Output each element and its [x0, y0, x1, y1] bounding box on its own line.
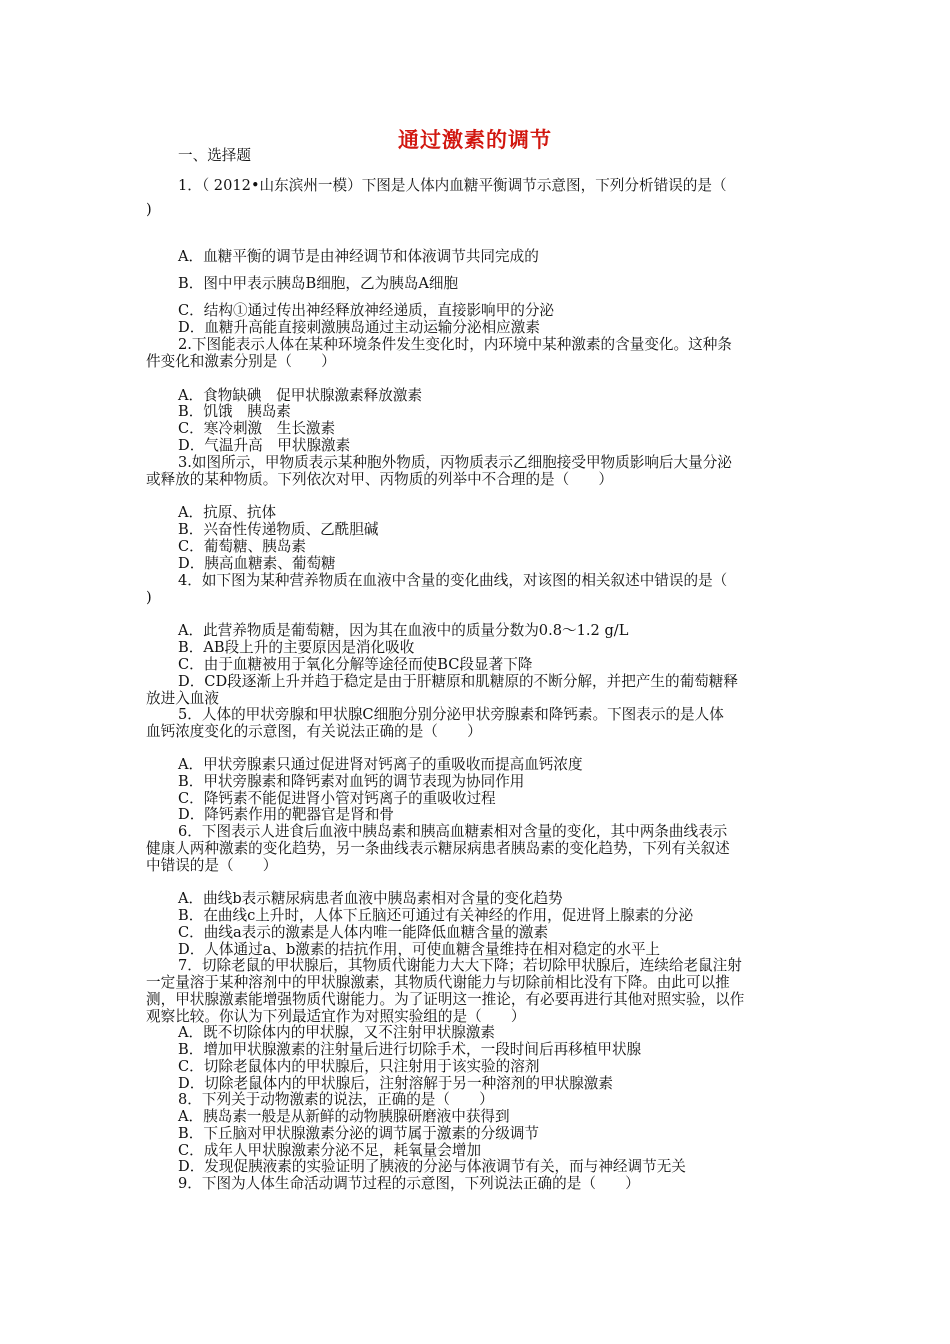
question-5-stem-line-2: 血钙浓度变化的示意图，有关说法正确的是（ ） — [146, 723, 482, 740]
question-7-option-c: C．切除老鼠体内的甲状腺后，只注射用于该实验的溶剂 — [178, 1058, 540, 1075]
question-4-option-c: C．由于血糖被用于氧化分解等途径而使BC段显著下降 — [178, 656, 533, 673]
question-2-option-b: B．饥饿 胰岛素 — [178, 403, 291, 420]
question-7-stem-line-4: 观察比较。你认为下列最适宜作为对照实验组的是（ ） — [146, 1008, 526, 1025]
question-7-stem-line-2: 一定量溶于某种溶剂中的甲状腺激素，其物质代谢能力与切除前相比没有下降。由此可以推 — [146, 974, 730, 991]
question-2-stem-line-1: 2.下图能表示人体在某种环境条件发生变化时，内环境中某种激素的含量变化。这种条 — [178, 336, 732, 353]
question-3-option-d: D．胰高血糖素、葡萄糖 — [178, 555, 336, 572]
question-8-option-d: D．发现促胰液素的实验证明了胰液的分泌与体液调节有关，而与神经调节无关 — [178, 1158, 686, 1175]
question-5-option-c: C．降钙素不能促进肾小管对钙离子的重吸收过程 — [178, 790, 496, 807]
question-5-stem-line-1: 5．人体的甲状旁腺和甲状腺C细胞分别分泌甲状旁腺素和降钙素。下图表示的是人体 — [178, 706, 724, 723]
page-title: 通过激素的调节 — [398, 128, 552, 152]
question-8-option-b: B．下丘脑对甲状腺激素分泌的调节属于激素的分级调节 — [178, 1125, 539, 1142]
question-2-option-c: C．寒冷刺激 生长激素 — [178, 420, 336, 437]
question-7-stem-line-3: 测，甲状腺激素能增强物质代谢能力。为了证明这一推论，有必要再进行其他对照实验，以作 — [146, 991, 745, 1008]
question-4-stem-line-1: 4．如下图为某种营养物质在血液中含量的变化曲线，对该图的相关叙述中错误的是（ — [178, 572, 728, 589]
question-7-option-a: A．既不切除体内的甲状腺，又不注射甲状腺激素 — [178, 1024, 496, 1041]
question-6-stem-line-2: 健康人两种激素的变化趋势，另一条曲线表示糖尿病患者胰岛素的变化趋势，下列有关叙述 — [146, 840, 730, 857]
section-heading: 一、选择题 — [178, 147, 251, 164]
question-1-stem-line-1: 1．（ 2012•山东滨州一模）下图是人体内血糖平衡调节示意图，下列分析错误的是（ — [178, 177, 727, 194]
question-4-option-d: D．CD段逐渐上升并趋于稳定是由于肝糖原和肌糖原的不断分解，并把产生的葡萄糖释 — [178, 673, 738, 690]
question-5-option-b: B．甲状旁腺素和降钙素对血钙的调节表现为协同作用 — [178, 773, 525, 790]
question-1-option-a: A．血糖平衡的调节是由神经调节和体液调节共同完成的 — [178, 248, 539, 265]
question-3-option-b: B．兴奋性传递物质、乙酰胆碱 — [178, 521, 379, 538]
question-7-option-d: D．切除老鼠体内的甲状腺后，注射溶解于另一种溶剂的甲状腺激素 — [178, 1075, 613, 1092]
question-6-stem-line-3: 中错误的是（ ） — [146, 857, 278, 874]
question-3-option-c: C．葡萄糖、胰岛素 — [178, 538, 306, 555]
question-5-option-a: A．甲状旁腺素只通过促进肾对钙离子的重吸收而提高血钙浓度 — [178, 756, 583, 773]
question-3-stem-line-1: 3.如图所示，甲物质表示某种胞外物质，丙物质表示乙细胞接受甲物质影响后大量分泌 — [178, 454, 732, 471]
question-6-stem-line-1: 6．下图表示人进食后血液中胰岛素和胰高血糖素相对含量的变化，其中两条曲线表示 — [178, 823, 728, 840]
question-3-stem-line-2: 或释放的某种物质。下列依次对甲、丙物质的列举中不合理的是（ ） — [146, 471, 614, 488]
question-7-option-b: B．增加甲状腺激素的注射量后进行切除手术，一段时间后再移植甲状腺 — [178, 1041, 642, 1058]
question-6-option-c: C．曲线a表示的激素是人体内唯一能降低血糖含量的激素 — [178, 924, 549, 941]
question-9-stem: 9．下图为人体生命活动调节过程的示意图，下列说法正确的是（ ） — [178, 1175, 640, 1192]
question-8-option-c: C．成年人甲状腺激素分泌不足，耗氧量会增加 — [178, 1142, 482, 1159]
question-1-stem-line-2: ) — [146, 201, 152, 218]
question-4-option-a: A．此营养物质是葡萄糖，因为其在血液中的质量分数为0.8～1.2 g/L — [178, 622, 629, 639]
question-2-option-d: D．气温升高 甲状腺激素 — [178, 437, 351, 454]
question-6-option-a: A．曲线b表示糖尿病患者血液中胰岛素相对含量的变化趋势 — [178, 890, 563, 907]
question-2-stem-line-2: 件变化和激素分别是（ ） — [146, 353, 336, 370]
question-3-option-a: A．抗原、抗体 — [178, 504, 277, 521]
question-8-option-a: A．胰岛素一般是从新鲜的动物胰腺研磨液中获得到 — [178, 1108, 510, 1125]
question-2-option-a: A．食物缺碘 促甲状腺激素释放激素 — [178, 387, 423, 404]
question-4-option-b: B．AB段上升的主要原因是消化吸收 — [178, 639, 415, 656]
question-1-option-b: B．图中甲表示胰岛B细胞，乙为胰岛A细胞 — [178, 275, 459, 292]
question-4-stem-line-2: ) — [146, 589, 152, 606]
question-6-option-b: B．在曲线c上升时，人体下丘脑还可通过有关神经的作用，促进肾上腺素的分泌 — [178, 907, 694, 924]
question-4-option-d-continued: 放进入血液 — [146, 690, 219, 707]
question-1-option-d: D．血糖升高能直接刺激胰岛通过主动运输分泌相应激素 — [178, 319, 540, 336]
question-5-option-d: D．降钙素作用的靶器官是肾和骨 — [178, 806, 395, 823]
question-1-option-c: C．结构①通过传出神经释放神经递质，直接影响甲的分泌 — [178, 302, 555, 319]
question-8-stem: 8．下列关于动物激素的说法，正确的是（ ） — [178, 1091, 494, 1108]
question-7-stem-line-1: 7．切除老鼠的甲状腺后，其物质代谢能力大大下降；若切除甲状腺后，连续给老鼠注射 — [178, 957, 742, 974]
question-6-option-d: D．人体通过a、b激素的拮抗作用，可使血糖含量维持在相对稳定的水平上 — [178, 941, 661, 958]
